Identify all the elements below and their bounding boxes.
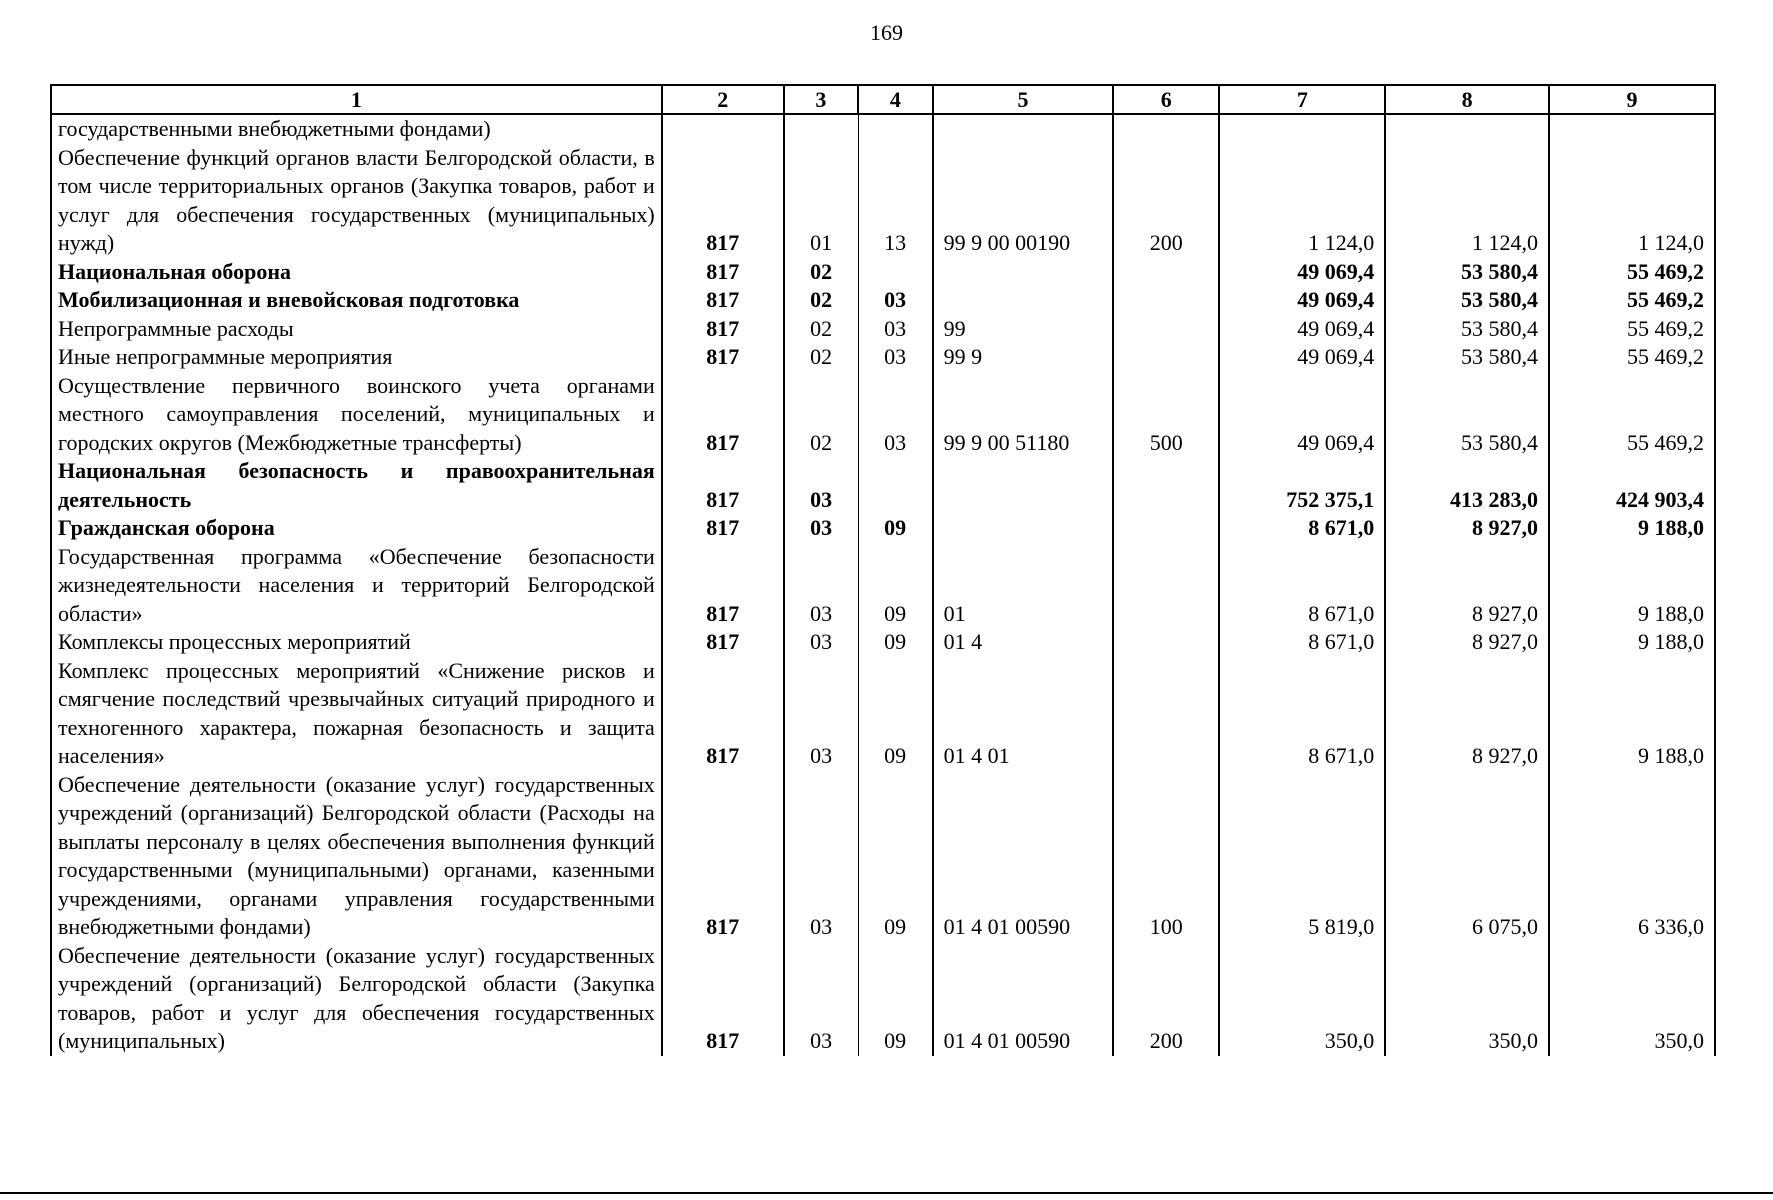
row-name-cell: Иные непрограммные мероприятия [51, 343, 662, 372]
row-amount-7-cell: 49 069,4 [1219, 258, 1385, 287]
row-amount-7-cell: 8 671,0 [1219, 657, 1385, 771]
row-section-cell: 02 [784, 372, 859, 458]
row-amount-7-cell: 752 375,1 [1219, 457, 1385, 514]
row-subsection-cell: 03 [858, 315, 933, 344]
row-section-cell: 03 [784, 514, 859, 543]
row-expense-type-cell [1113, 457, 1219, 514]
row-section-cell: 03 [784, 942, 859, 1056]
row-code-cell: 817 [662, 771, 784, 942]
row-target-cell: 99 9 00 51180 [933, 372, 1114, 458]
row-amount-8-cell: 8 927,0 [1385, 514, 1549, 543]
row-amount-8-cell: 53 580,4 [1385, 372, 1549, 458]
row-section-cell: 02 [784, 286, 859, 315]
table-row [51, 543, 1715, 629]
row-subsection-cell: 09 [858, 771, 933, 942]
row-amount-9-cell: 9 188,0 [1549, 543, 1715, 629]
row-amount-8-cell: 53 580,4 [1385, 258, 1549, 287]
row-code-cell: 817 [662, 343, 784, 372]
row-amount-7-cell: 49 069,4 [1219, 315, 1385, 344]
row-expense-type-cell [1113, 343, 1219, 372]
row-code-cell [662, 114, 784, 144]
table-row [51, 286, 1715, 315]
row-amount-8-cell: 53 580,4 [1385, 286, 1549, 315]
row-target-cell [933, 457, 1114, 514]
row-code-cell: 817 [662, 286, 784, 315]
table-header-row [51, 85, 1715, 114]
row-name-cell: Обеспечение функций органов власти Белгородской области, в том числе территориальных органов (Закупка товаров, работ и услуг для обеспечения государственных (муниципальных) нужд) [51, 144, 662, 258]
row-target-cell [933, 258, 1114, 287]
row-expense-type-cell [1113, 514, 1219, 543]
header-col-7: 7 [1219, 85, 1385, 114]
row-amount-8-cell: 53 580,4 [1385, 315, 1549, 344]
row-name-cell: Национальная оборона [51, 258, 662, 287]
row-subsection-cell [858, 258, 933, 287]
row-name-cell: Государственная программа «Обеспечение безопасности жизнедеятельности населения и территорий Белгородской области» [51, 543, 662, 629]
row-subsection-cell: 13 [858, 144, 933, 258]
row-target-cell: 99 [933, 315, 1114, 344]
row-expense-type-cell: 500 [1113, 372, 1219, 458]
bottom-rule [0, 1192, 1773, 1194]
row-amount-9-cell: 350,0 [1549, 942, 1715, 1056]
row-subsection-cell: 09 [858, 657, 933, 771]
row-target-cell: 99 9 00 00190 [933, 144, 1114, 258]
row-section-cell: 03 [784, 457, 859, 514]
header-col-8: 8 [1385, 85, 1549, 114]
row-subsection-cell [858, 114, 933, 144]
row-section-cell: 02 [784, 315, 859, 344]
row-amount-7-cell: 8 671,0 [1219, 514, 1385, 543]
row-amount-7-cell [1219, 114, 1385, 144]
row-amount-7-cell: 49 069,4 [1219, 372, 1385, 458]
row-code-cell: 817 [662, 514, 784, 543]
row-expense-type-cell [1113, 114, 1219, 144]
table-row [51, 372, 1715, 458]
row-code-cell: 817 [662, 942, 784, 1056]
row-code-cell: 817 [662, 372, 784, 458]
table-body [51, 114, 1715, 1056]
row-subsection-cell: 09 [858, 628, 933, 657]
row-amount-7-cell: 8 671,0 [1219, 628, 1385, 657]
row-name-cell: Непрограммные расходы [51, 315, 662, 344]
row-subsection-cell [858, 457, 933, 514]
row-amount-9-cell: 424 903,4 [1549, 457, 1715, 514]
row-amount-9-cell: 9 188,0 [1549, 514, 1715, 543]
row-target-cell: 01 4 01 [933, 657, 1114, 771]
row-target-cell: 01 4 [933, 628, 1114, 657]
row-section-cell [784, 114, 859, 144]
row-amount-8-cell: 1 124,0 [1385, 144, 1549, 258]
row-code-cell: 817 [662, 543, 784, 629]
row-amount-7-cell: 8 671,0 [1219, 543, 1385, 629]
row-amount-7-cell: 5 819,0 [1219, 771, 1385, 942]
row-amount-8-cell: 6 075,0 [1385, 771, 1549, 942]
row-section-cell: 03 [784, 543, 859, 629]
row-amount-9-cell: 55 469,2 [1549, 315, 1715, 344]
row-code-cell: 817 [662, 144, 784, 258]
header-col-4: 4 [858, 85, 933, 114]
row-name-cell: Гражданская оборона [51, 514, 662, 543]
header-col-3: 3 [784, 85, 859, 114]
row-section-cell: 02 [784, 343, 859, 372]
row-amount-9-cell: 1 124,0 [1549, 144, 1715, 258]
row-name-cell: государственными внебюджетными фондами) [51, 114, 662, 144]
table-row [51, 258, 1715, 287]
header-col-5: 5 [933, 85, 1114, 114]
page-number: 169 [870, 20, 903, 45]
row-amount-8-cell: 8 927,0 [1385, 543, 1549, 629]
row-expense-type-cell [1113, 286, 1219, 315]
table-row [51, 457, 1715, 514]
budget-table [50, 84, 1716, 1056]
row-name-cell: Осуществление первичного воинского учета органами местного самоуправления поселений, муниципальных и городских округов (Межбюджетные трансферты) [51, 372, 662, 458]
row-amount-9-cell: 55 469,2 [1549, 286, 1715, 315]
row-amount-9-cell: 9 188,0 [1549, 657, 1715, 771]
table-row [51, 114, 1715, 144]
row-name-cell: Обеспечение деятельности (оказание услуг) государственных учреждений (организаций) Белгородской области (Закупка товаров, работ и услуг для обеспечения государственных (муниципальных) [51, 942, 662, 1056]
row-amount-9-cell: 9 188,0 [1549, 628, 1715, 657]
table-row [51, 942, 1715, 1056]
row-target-cell [933, 114, 1114, 144]
table-row [51, 514, 1715, 543]
row-amount-9-cell: 55 469,2 [1549, 372, 1715, 458]
row-target-cell: 01 4 01 00590 [933, 771, 1114, 942]
row-amount-9-cell: 6 336,0 [1549, 771, 1715, 942]
header-col-2: 2 [662, 85, 784, 114]
row-expense-type-cell: 200 [1113, 144, 1219, 258]
row-target-cell [933, 286, 1114, 315]
row-amount-9-cell: 55 469,2 [1549, 258, 1715, 287]
row-section-cell: 03 [784, 771, 859, 942]
row-amount-8-cell: 8 927,0 [1385, 657, 1549, 771]
row-name-cell: Мобилизационная и вневойсковая подготовка [51, 286, 662, 315]
row-name-cell: Обеспечение деятельности (оказание услуг) государственных учреждений (организаций) Белгородской области (Расходы на выплаты персоналу в целях обеспечения выполнения функций государственными (муниципальными) органами, казенными учреждениями, органами управления государственными внебюджетными фондами) [51, 771, 662, 942]
row-code-cell: 817 [662, 657, 784, 771]
row-target-cell: 99 9 [933, 343, 1114, 372]
row-amount-7-cell: 1 124,0 [1219, 144, 1385, 258]
row-amount-7-cell: 49 069,4 [1219, 343, 1385, 372]
row-subsection-cell: 09 [858, 942, 933, 1056]
row-target-cell: 01 4 01 00590 [933, 942, 1114, 1056]
row-amount-7-cell: 49 069,4 [1219, 286, 1385, 315]
row-target-cell: 01 [933, 543, 1114, 629]
header-col-1: 1 [51, 85, 662, 114]
row-expense-type-cell: 100 [1113, 771, 1219, 942]
table-row [51, 315, 1715, 344]
row-section-cell: 02 [784, 258, 859, 287]
row-amount-7-cell: 350,0 [1219, 942, 1385, 1056]
row-amount-8-cell: 53 580,4 [1385, 343, 1549, 372]
row-amount-8-cell [1385, 114, 1549, 144]
row-code-cell: 817 [662, 258, 784, 287]
row-amount-8-cell: 350,0 [1385, 942, 1549, 1056]
row-section-cell: 01 [784, 144, 859, 258]
row-target-cell [933, 514, 1114, 543]
row-subsection-cell: 03 [858, 343, 933, 372]
row-expense-type-cell: 200 [1113, 942, 1219, 1056]
row-code-cell: 817 [662, 457, 784, 514]
table-row [51, 144, 1715, 258]
row-code-cell: 817 [662, 628, 784, 657]
row-name-cell: Комплексы процессных мероприятий [51, 628, 662, 657]
table-row [51, 628, 1715, 657]
row-subsection-cell: 03 [858, 372, 933, 458]
row-subsection-cell: 03 [858, 286, 933, 315]
row-subsection-cell: 09 [858, 543, 933, 629]
row-expense-type-cell [1113, 543, 1219, 629]
row-amount-8-cell: 413 283,0 [1385, 457, 1549, 514]
row-expense-type-cell [1113, 628, 1219, 657]
table-row [51, 771, 1715, 942]
header-col-9: 9 [1549, 85, 1715, 114]
header-col-6: 6 [1113, 85, 1219, 114]
table-row [51, 657, 1715, 771]
row-subsection-cell: 09 [858, 514, 933, 543]
row-amount-8-cell: 8 927,0 [1385, 628, 1549, 657]
row-amount-9-cell [1549, 114, 1715, 144]
row-code-cell: 817 [662, 315, 784, 344]
row-amount-9-cell: 55 469,2 [1549, 343, 1715, 372]
row-name-cell: Национальная безопасность и правоохранительная деятельность [51, 457, 662, 514]
row-expense-type-cell [1113, 258, 1219, 287]
row-section-cell: 03 [784, 657, 859, 771]
row-section-cell: 03 [784, 628, 859, 657]
row-expense-type-cell [1113, 315, 1219, 344]
row-name-cell: Комплекс процессных мероприятий «Снижение рисков и смягчение последствий чрезвычайных ситуаций природного и техногенного характера, пожарная безопасность и защита населения» [51, 657, 662, 771]
row-expense-type-cell [1113, 657, 1219, 771]
table-row [51, 343, 1715, 372]
